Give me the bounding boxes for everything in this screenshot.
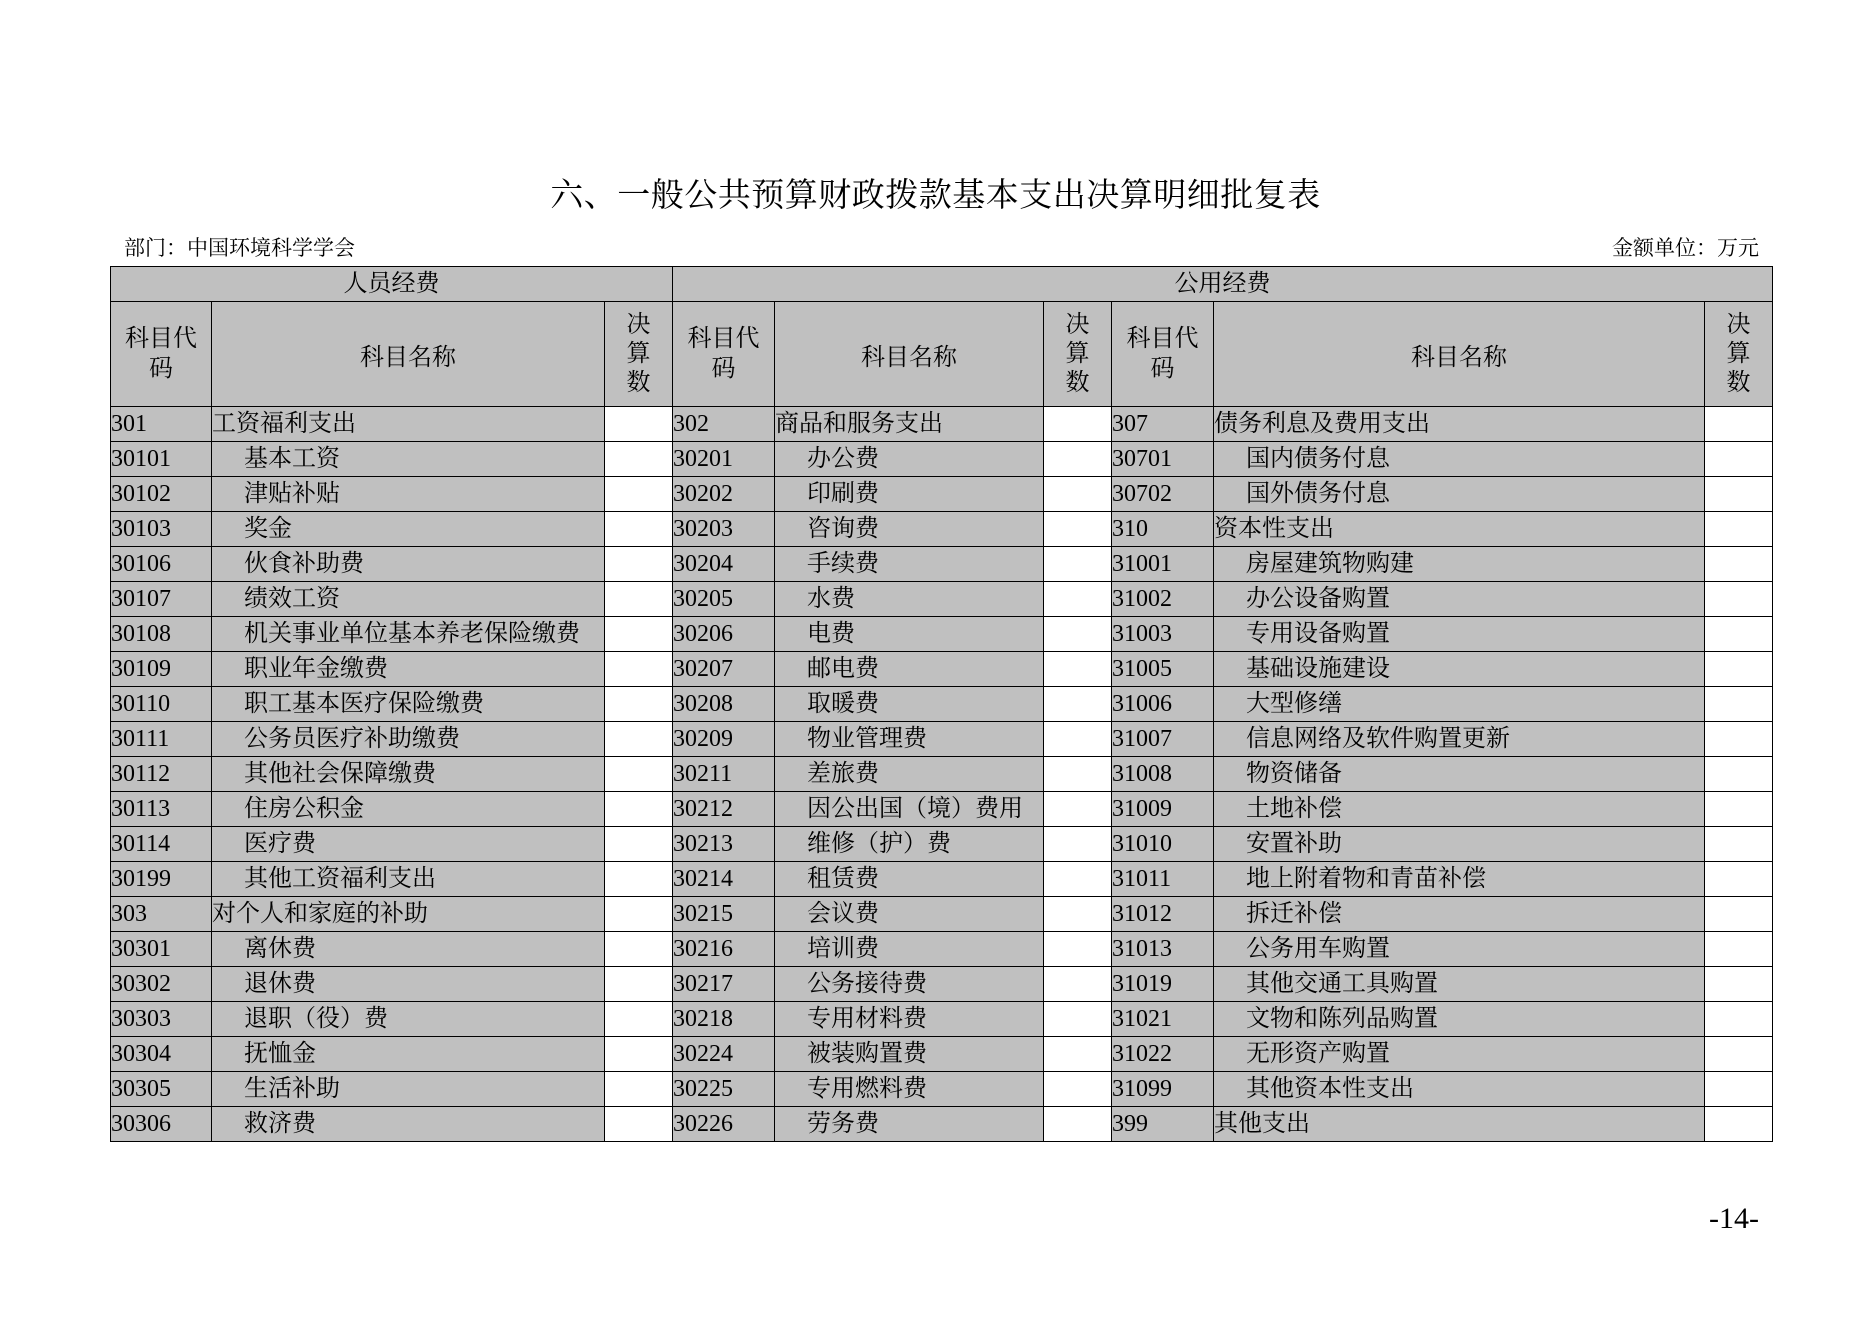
subject-code: 30301	[111, 932, 212, 967]
subject-name: 抚恤金	[212, 1037, 605, 1072]
code-column-header	[111, 302, 212, 407]
subject-code: 30306	[111, 1107, 212, 1142]
subject-code: 30304	[111, 1037, 212, 1072]
personnel-group-header: 人员经费	[111, 267, 673, 302]
subject-name: 培训费	[775, 932, 1044, 967]
amount-cell	[1044, 932, 1112, 967]
amount-cell	[605, 1037, 673, 1072]
amount-cell	[1044, 477, 1112, 512]
subject-code: 30202	[673, 477, 775, 512]
subject-code: 310	[1112, 512, 1214, 547]
amount-column-header	[605, 302, 673, 407]
table-row	[111, 1072, 1773, 1107]
subject-code: 307	[1112, 407, 1214, 442]
subject-name: 其他支出	[1214, 1107, 1705, 1142]
subject-code: 30224	[673, 1037, 775, 1072]
amount-cell	[605, 652, 673, 687]
subject-code: 30207	[673, 652, 775, 687]
subject-code: 31007	[1112, 722, 1214, 757]
subject-code: 30101	[111, 442, 212, 477]
subject-code: 31009	[1112, 792, 1214, 827]
subject-name: 因公出国（境）费用	[775, 792, 1044, 827]
table-row	[111, 827, 1773, 862]
subject-name: 基础设施建设	[1214, 652, 1705, 687]
code-column-header	[673, 302, 775, 407]
subject-code: 31099	[1112, 1072, 1214, 1107]
subject-name: 其他资本性支出	[1214, 1072, 1705, 1107]
subject-name: 公务员医疗补助缴费	[212, 722, 605, 757]
subject-code: 30199	[111, 862, 212, 897]
subject-name: 邮电费	[775, 652, 1044, 687]
table-row	[111, 1037, 1773, 1072]
subject-code: 30107	[111, 582, 212, 617]
subject-name: 住房公积金	[212, 792, 605, 827]
subject-name: 土地补偿	[1214, 792, 1705, 827]
amount-cell	[605, 687, 673, 722]
amount-cell	[1044, 967, 1112, 1002]
table-row	[111, 407, 1773, 442]
subject-code: 30212	[673, 792, 775, 827]
subject-code: 30302	[111, 967, 212, 1002]
subject-name: 国内债务付息	[1214, 442, 1705, 477]
amount-cell	[1705, 407, 1773, 442]
subject-code: 30203	[673, 512, 775, 547]
code-header-text: 科目代码	[1126, 326, 1199, 382]
amount-cell	[605, 897, 673, 932]
subject-code: 30208	[673, 687, 775, 722]
subject-code: 30218	[673, 1002, 775, 1037]
subject-name: 退休费	[212, 967, 605, 1002]
amount-cell	[1705, 617, 1773, 652]
amount-cell	[1705, 477, 1773, 512]
code-column-header	[1112, 302, 1214, 407]
amount-cell	[605, 722, 673, 757]
subject-code: 30213	[673, 827, 775, 862]
amount-cell	[605, 1002, 673, 1037]
subject-name: 商品和服务支出	[775, 407, 1044, 442]
amount-cell	[1705, 897, 1773, 932]
amount-cell	[1705, 1037, 1773, 1072]
subject-code: 31011	[1112, 862, 1214, 897]
subject-name: 物资储备	[1214, 757, 1705, 792]
amount-cell	[1044, 1037, 1112, 1072]
amount-cell	[1705, 1002, 1773, 1037]
amount-cell	[605, 407, 673, 442]
subject-name: 公务接待费	[775, 967, 1044, 1002]
subject-code: 30226	[673, 1107, 775, 1142]
subject-name: 劳务费	[775, 1107, 1044, 1142]
subject-code: 30206	[673, 617, 775, 652]
amount-cell	[605, 442, 673, 477]
subject-code: 30110	[111, 687, 212, 722]
table-row	[111, 932, 1773, 967]
amount-cell	[1044, 442, 1112, 477]
subject-name: 大型修缮	[1214, 687, 1705, 722]
subject-code: 31010	[1112, 827, 1214, 862]
subject-code: 30303	[111, 1002, 212, 1037]
table-row	[111, 1002, 1773, 1037]
subject-name: 文物和陈列品购置	[1214, 1002, 1705, 1037]
amount-cell	[1044, 757, 1112, 792]
subject-name: 退职（役）费	[212, 1002, 605, 1037]
subject-name: 资本性支出	[1214, 512, 1705, 547]
subject-code: 30102	[111, 477, 212, 512]
subject-name: 离休费	[212, 932, 605, 967]
subject-name: 安置补助	[1214, 827, 1705, 862]
amount-cell	[1705, 862, 1773, 897]
subject-code: 301	[111, 407, 212, 442]
amount-cell	[1044, 1002, 1112, 1037]
table-row	[111, 477, 1773, 512]
table-row	[111, 582, 1773, 617]
table-row	[111, 792, 1773, 827]
table-row	[111, 652, 1773, 687]
amount-cell	[1705, 582, 1773, 617]
subject-code: 302	[673, 407, 775, 442]
subject-name: 会议费	[775, 897, 1044, 932]
amount-cell	[1044, 687, 1112, 722]
subject-code: 31005	[1112, 652, 1214, 687]
subject-name: 债务利息及费用支出	[1214, 407, 1705, 442]
subject-name: 电费	[775, 617, 1044, 652]
amount-header-text: 决算数	[1726, 311, 1751, 396]
amount-cell	[1705, 967, 1773, 1002]
table-row	[111, 687, 1773, 722]
table-row	[111, 757, 1773, 792]
amount-cell	[605, 757, 673, 792]
subject-name: 其他社会保障缴费	[212, 757, 605, 792]
subject-name: 伙食补助费	[212, 547, 605, 582]
subject-code: 31019	[1112, 967, 1214, 1002]
subject-name: 印刷费	[775, 477, 1044, 512]
table-row	[111, 547, 1773, 582]
subject-name: 地上附着物和青苗补偿	[1214, 862, 1705, 897]
subject-name: 办公设备购置	[1214, 582, 1705, 617]
amount-cell	[1705, 722, 1773, 757]
subject-name: 无形资产购置	[1214, 1037, 1705, 1072]
amount-cell	[1044, 617, 1112, 652]
amount-cell	[605, 547, 673, 582]
amount-column-header	[1044, 302, 1112, 407]
subject-name: 职工基本医疗保险缴费	[212, 687, 605, 722]
name-column-header: 科目名称	[1214, 302, 1705, 407]
amount-cell	[1044, 792, 1112, 827]
amount-cell	[1705, 932, 1773, 967]
table-body	[111, 407, 1773, 1142]
amount-column-header	[1705, 302, 1773, 407]
amount-cell	[1044, 862, 1112, 897]
subject-name: 救济费	[212, 1107, 605, 1142]
amount-header-text: 决算数	[626, 311, 651, 396]
code-header-text: 科目代码	[125, 326, 197, 382]
subject-name: 专用燃料费	[775, 1072, 1044, 1107]
subject-code: 30225	[673, 1072, 775, 1107]
department-label: 部门：中国环境科学学会	[124, 236, 355, 260]
unit-label: 金额单位：万元	[1612, 236, 1759, 260]
subject-code: 30111	[111, 722, 212, 757]
amount-cell	[605, 512, 673, 547]
subject-code: 31012	[1112, 897, 1214, 932]
subject-code: 30216	[673, 932, 775, 967]
subject-name: 物业管理费	[775, 722, 1044, 757]
amount-cell	[1705, 827, 1773, 862]
subject-name: 房屋建筑物购建	[1214, 547, 1705, 582]
subject-code: 30211	[673, 757, 775, 792]
name-column-header: 科目名称	[775, 302, 1044, 407]
subject-name: 对个人和家庭的补助	[212, 897, 605, 932]
subject-name: 生活补助	[212, 1072, 605, 1107]
subject-name: 信息网络及软件购置更新	[1214, 722, 1705, 757]
subject-code: 30702	[1112, 477, 1214, 512]
amount-cell	[605, 827, 673, 862]
subject-code: 30113	[111, 792, 212, 827]
amount-cell	[1044, 722, 1112, 757]
amount-cell	[1705, 547, 1773, 582]
subject-code: 30204	[673, 547, 775, 582]
amount-cell	[1705, 687, 1773, 722]
amount-cell	[605, 617, 673, 652]
subject-code: 30305	[111, 1072, 212, 1107]
table-row	[111, 722, 1773, 757]
page-title: 六、一般公共预算财政拨款基本支出决算明细批复表	[550, 178, 1321, 214]
subject-code: 30106	[111, 547, 212, 582]
amount-cell	[1705, 757, 1773, 792]
column-header-row	[111, 302, 1773, 407]
table-row	[111, 512, 1773, 547]
amount-cell	[1044, 582, 1112, 617]
amount-cell	[1705, 1072, 1773, 1107]
subject-code: 30201	[673, 442, 775, 477]
amount-cell	[605, 1107, 673, 1142]
subject-name: 手续费	[775, 547, 1044, 582]
table-row	[111, 862, 1773, 897]
subject-code: 399	[1112, 1107, 1214, 1142]
amount-cell	[1705, 1107, 1773, 1142]
subject-code: 31008	[1112, 757, 1214, 792]
page-number: -14-	[1709, 1202, 1759, 1235]
subject-name: 租赁费	[775, 862, 1044, 897]
subject-name: 其他工资福利支出	[212, 862, 605, 897]
table-row	[111, 967, 1773, 1002]
amount-cell	[1705, 442, 1773, 477]
subject-name: 取暖费	[775, 687, 1044, 722]
subject-code: 31006	[1112, 687, 1214, 722]
subject-code: 30112	[111, 757, 212, 792]
table-row	[111, 1107, 1773, 1142]
subject-name: 差旅费	[775, 757, 1044, 792]
subject-code: 30215	[673, 897, 775, 932]
amount-cell	[1044, 897, 1112, 932]
subject-name: 基本工资	[212, 442, 605, 477]
amount-cell	[605, 862, 673, 897]
subject-code: 303	[111, 897, 212, 932]
subject-name: 津贴补贴	[212, 477, 605, 512]
subject-name: 水费	[775, 582, 1044, 617]
amount-cell	[1705, 652, 1773, 687]
subject-name: 工资福利支出	[212, 407, 605, 442]
subject-code: 30701	[1112, 442, 1214, 477]
subject-name: 办公费	[775, 442, 1044, 477]
subject-code: 31003	[1112, 617, 1214, 652]
subject-name: 职业年金缴费	[212, 652, 605, 687]
subject-name: 专用设备购置	[1214, 617, 1705, 652]
table-row	[111, 897, 1773, 932]
subject-name: 拆迁补偿	[1214, 897, 1705, 932]
subject-code: 31001	[1112, 547, 1214, 582]
subject-name: 公务用车购置	[1214, 932, 1705, 967]
amount-cell	[1044, 512, 1112, 547]
subject-name: 维修（护）费	[775, 827, 1044, 862]
subject-name: 专用材料费	[775, 1002, 1044, 1037]
group-header-row	[111, 267, 1773, 302]
code-header-text: 科目代码	[687, 326, 760, 382]
subject-name: 被装购置费	[775, 1037, 1044, 1072]
subject-code: 31002	[1112, 582, 1214, 617]
subject-name: 奖金	[212, 512, 605, 547]
amount-cell	[605, 1072, 673, 1107]
subject-name: 机关事业单位基本养老保险缴费	[212, 617, 605, 652]
amount-cell	[605, 932, 673, 967]
subject-code: 30214	[673, 862, 775, 897]
subject-code: 30209	[673, 722, 775, 757]
amount-header-text: 决算数	[1065, 311, 1090, 396]
subject-code: 30217	[673, 967, 775, 1002]
amount-cell	[605, 477, 673, 512]
public-group-header: 公用经费	[673, 267, 1773, 302]
amount-cell	[605, 967, 673, 1002]
subject-name: 咨询费	[775, 512, 1044, 547]
subject-code: 30108	[111, 617, 212, 652]
amount-cell	[605, 582, 673, 617]
subject-code: 30205	[673, 582, 775, 617]
subject-code: 31022	[1112, 1037, 1214, 1072]
subject-name: 其他交通工具购置	[1214, 967, 1705, 1002]
subject-code: 30109	[111, 652, 212, 687]
amount-cell	[1705, 792, 1773, 827]
subject-name: 国外债务付息	[1214, 477, 1705, 512]
subject-name: 医疗费	[212, 827, 605, 862]
subject-code: 31021	[1112, 1002, 1214, 1037]
table-row	[111, 617, 1773, 652]
amount-cell	[1044, 652, 1112, 687]
table-row	[111, 442, 1773, 477]
amount-cell	[1044, 1072, 1112, 1107]
subject-code: 30114	[111, 827, 212, 862]
subject-code: 30103	[111, 512, 212, 547]
amount-cell	[1044, 827, 1112, 862]
amount-cell	[1044, 1107, 1112, 1142]
subject-code: 31013	[1112, 932, 1214, 967]
budget-table	[110, 266, 1773, 1142]
subject-name: 绩效工资	[212, 582, 605, 617]
amount-cell	[605, 792, 673, 827]
amount-cell	[1044, 547, 1112, 582]
amount-cell	[1705, 512, 1773, 547]
amount-cell	[1044, 407, 1112, 442]
name-column-header: 科目名称	[212, 302, 605, 407]
